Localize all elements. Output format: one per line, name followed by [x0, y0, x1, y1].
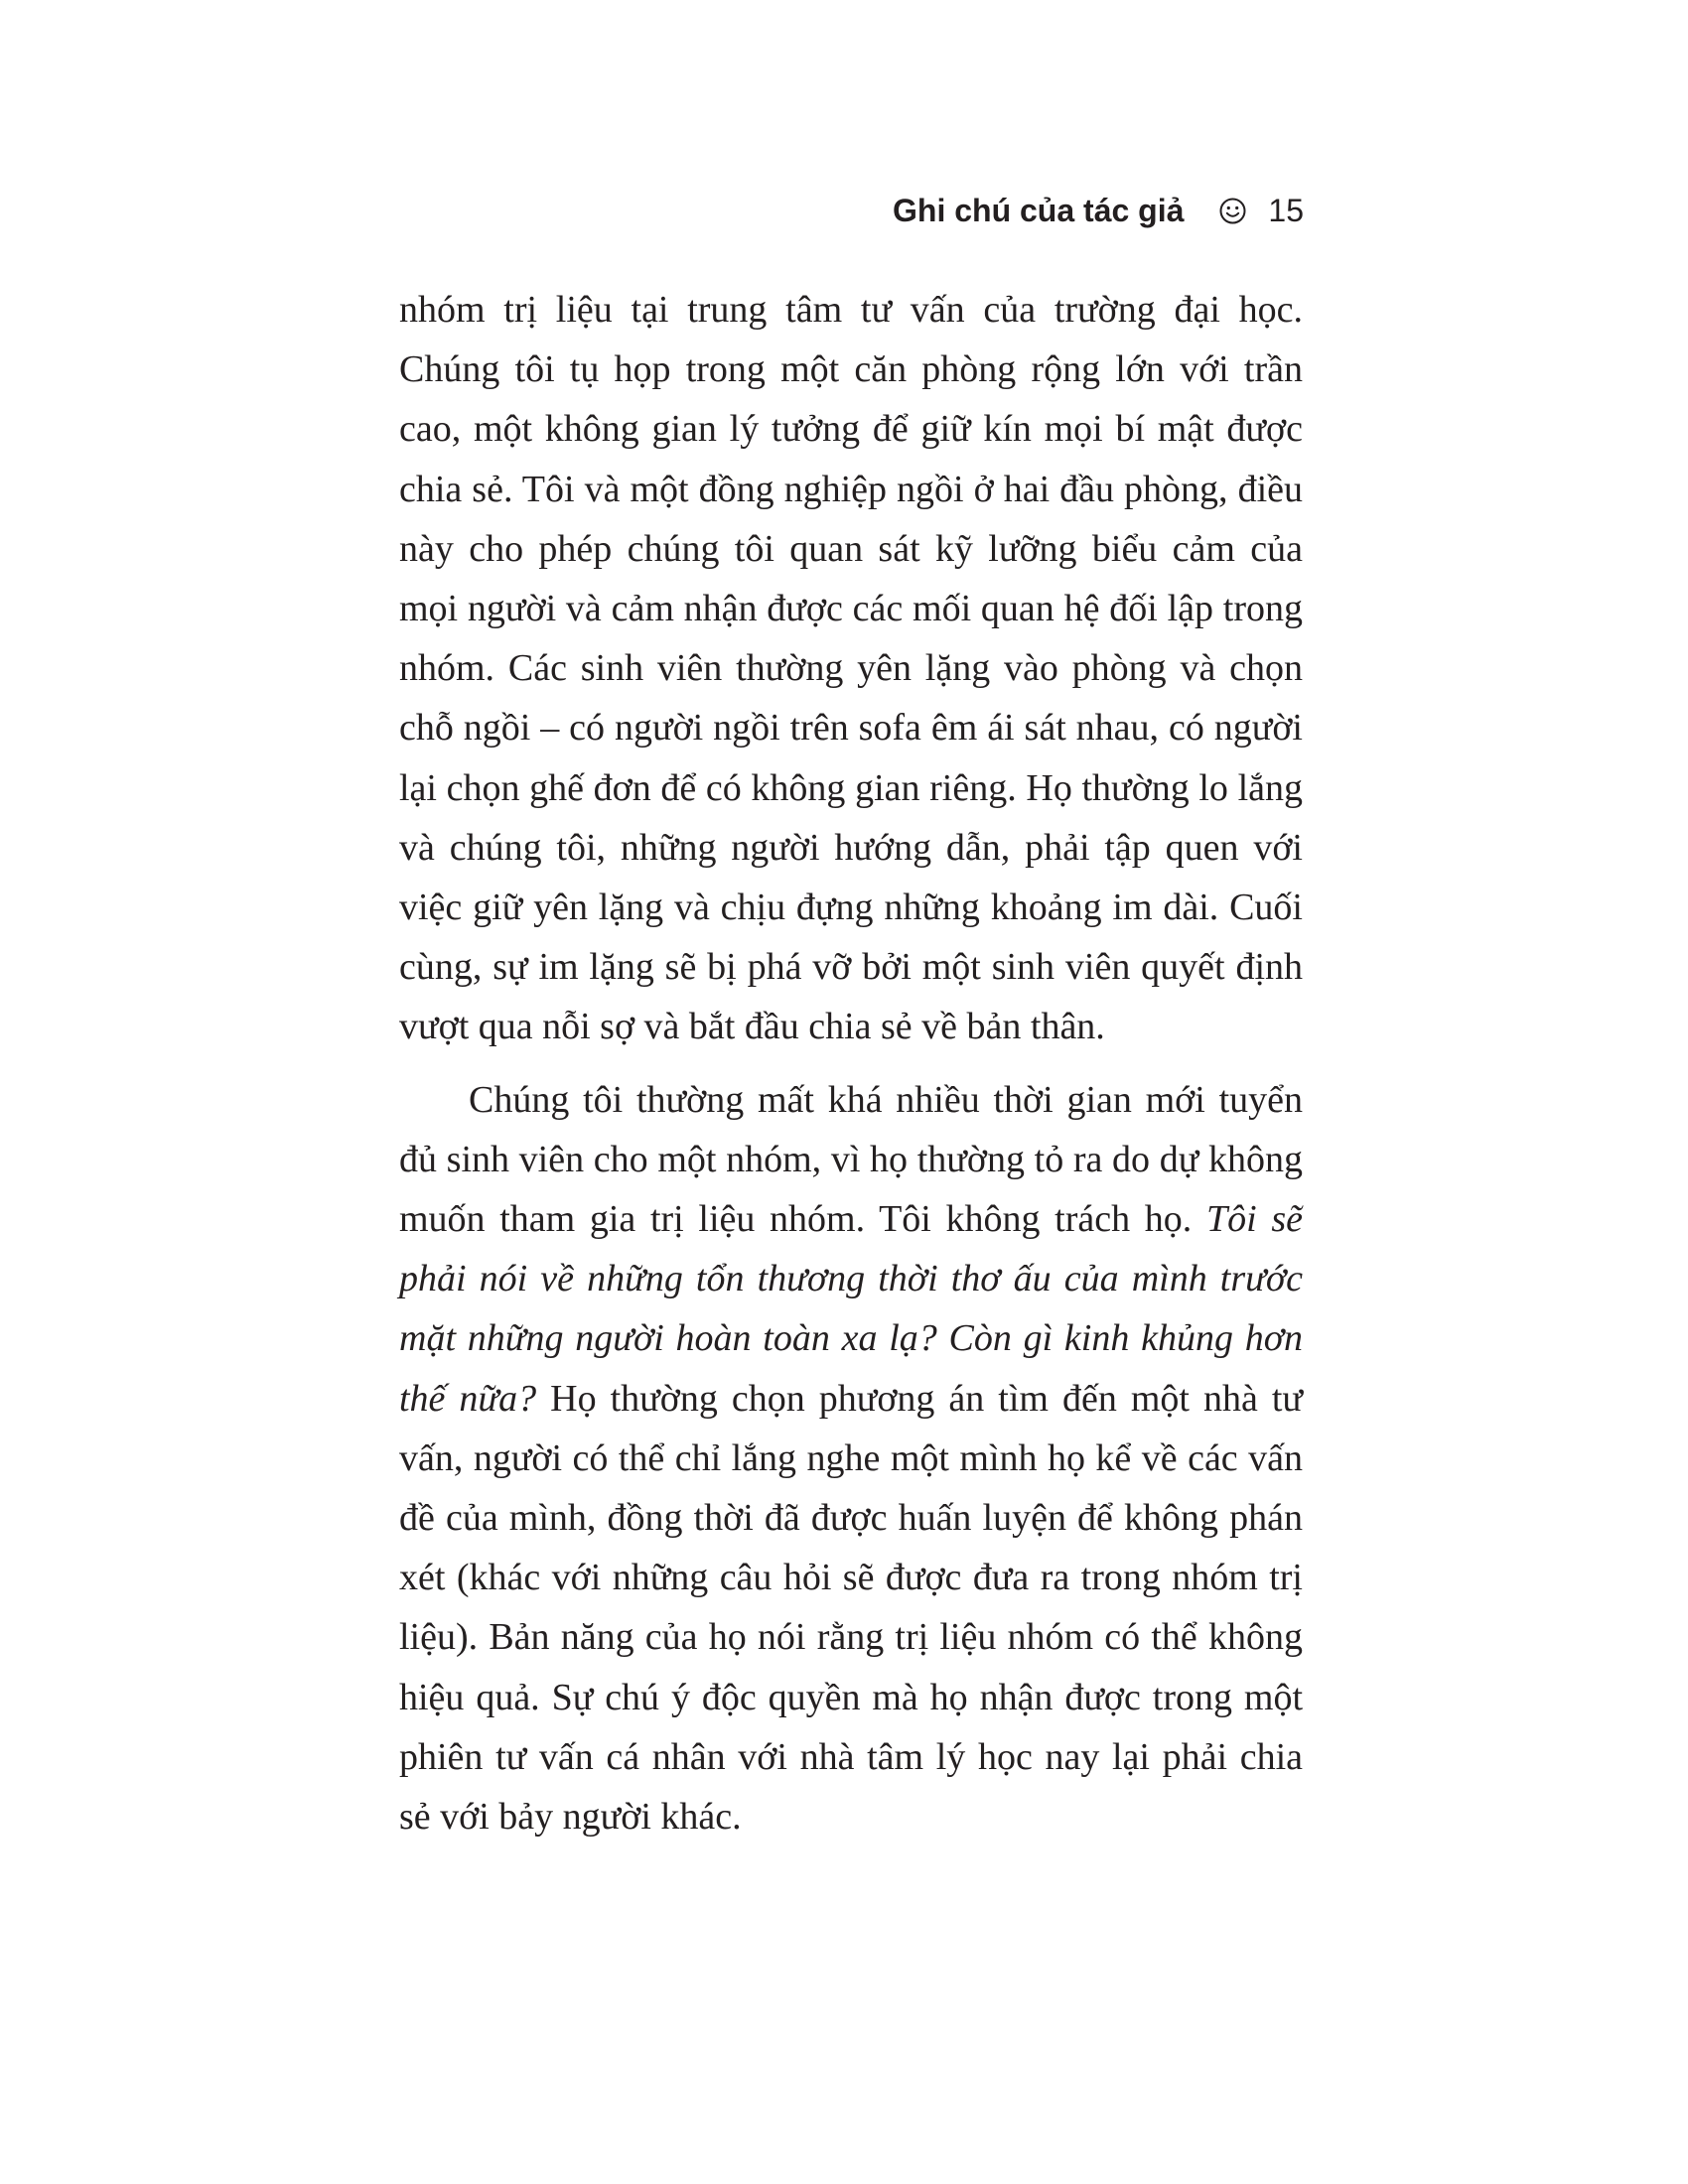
page-number: 15 — [1268, 193, 1304, 228]
paragraph-1: nhóm trị liệu tại trung tâm tư vấn của trường đại học. Chúng tôi tụ họp trong một căn phòng rộng lớn với trần cao, một không gian lý tưởng để giữ kín mọi bí mật được chia sẻ. Tôi và một đồng nghiệp ngồi ở hai đầu phòng, điều này cho phép chúng tôi quan sát kỹ lưỡng biểu cảm của mọi người và cảm nhận được các mối quan hệ đối lập trong nhóm. Các sinh viên thường yên lặng vào phòng và chọn chỗ ngồi – có người ngồi trên sofa êm ái sát nhau, có người lại chọn ghế đơn để có không gian riêng. Họ thường lo lắng và chúng tôi, những người hướng dẫn, phải tập quen với việc giữ yên lặng và chịu đựng những khoảng im dài. Cuối cùng, sự im lặng sẽ bị phá vỡ bởi một sinh viên quyết định vượt qua nỗi sợ và bắt đầu chia sẻ về bản thân. — [399, 289, 1303, 1048]
smiley-face-icon — [1219, 198, 1246, 224]
paragraph-2-italic-quote: Tôi sẽ phải nói về những tổn thương thời thơ ấu của mình trước mặt những người hoàn toàn xa lạ? Còn gì kinh khủng hơn thế nữa? — [399, 1198, 1303, 1420]
paragraph-2 — [399, 1070, 1303, 1847]
running-title: Ghi chú của tác giả — [893, 193, 1185, 228]
paragraph-2-start: Chúng tôi thường mất khá nhiều thời gian mới tuyển đủ sinh viên cho một nhóm, vì họ thường tỏ ra do dự không muốn tham gia trị liệu nhóm. Tôi không trách họ. — [399, 1078, 1303, 1241]
paragraph-2-end: Họ thường chọn phương án tìm đến một nhà tư vấn, người có thể chỉ lắng nghe một mình họ kể về các vấn đề của mình, đồng thời đã được huấn luyện để không phán xét (khác với những câu hỏi sẽ được đưa ra trong nhóm trị liệu). Bản năng của họ nói rằng trị liệu nhóm có thể không hiệu quả. Sự chú ý độc quyền mà họ nhận được trong một phiên tư vấn cá nhân với nhà tâm lý học nay lại phải chia sẻ với bảy người khác. — [399, 1377, 1303, 1839]
running-header — [893, 191, 1304, 230]
body-text — [399, 280, 1303, 1846]
